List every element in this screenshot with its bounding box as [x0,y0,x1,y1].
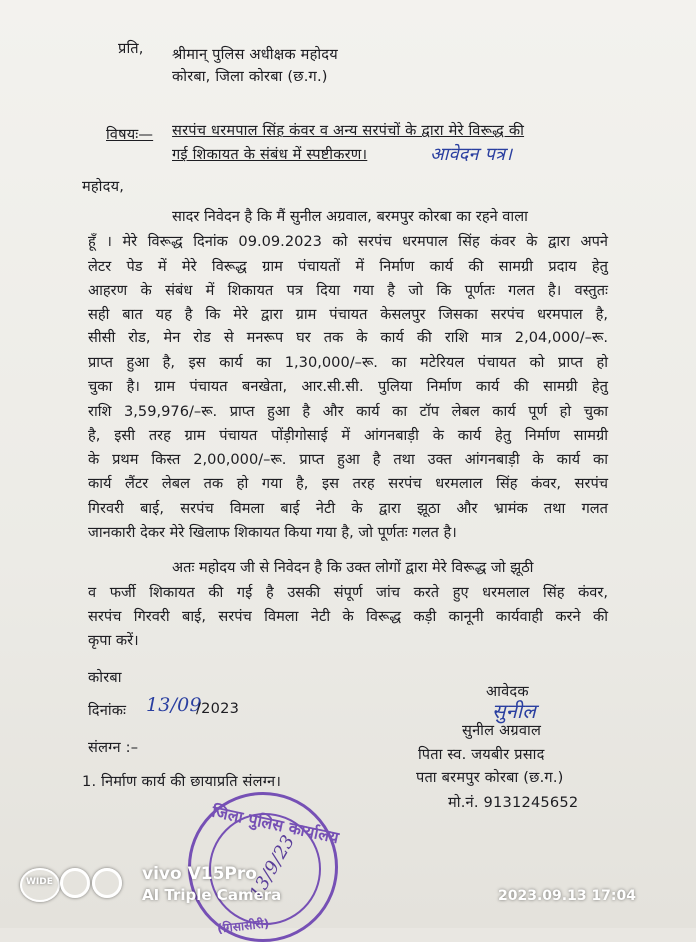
paragraph-1-line: आहरण के संबंध में शिकायत पत्र दिया गया है जो कि पूर्णतः गलत है। वस्तुतः [88,282,608,299]
place: कोरबा [88,669,122,686]
paragraph-1-line: जानकारी देकर मेरे खिलाफ शिकायत किया गया है, जो पूर्णतः गलत है। [88,524,457,541]
handwritten-subject-note: आवेदन पत्र। [430,144,513,165]
applicant-title: आवेदक [486,683,529,700]
subject-line-2: गई शिकायत के संबंध में स्पष्टीकरण। [172,146,368,163]
applicant-name: सुनील अग्रवाल [462,722,542,739]
lens-ring-icon [92,868,122,898]
paragraph-1-line: कार्य लैंटर लेबल तक हो गया है, इस तरह सरपंच धरमलाल सिंह कंवर, सरपंच [88,475,608,492]
paragraph-2-line: कृपा करें। [88,632,139,649]
paragraph-2-line: व फर्जी शिकायत की गई है उसकी संपूर्ण जांच करते हुए धरमलाल सिंह कंवर, [88,584,608,601]
camera-model: vivo V15Pro [142,864,257,884]
paragraph-2-line: अतः महोदय जी से निवेदन है कि उक्त लोगों द्वारा मेरे विरूद्ध जो झूठी [172,559,534,576]
subject-label: विषयः— [106,126,154,143]
paragraph-1-line: गिरवरी बाई, सरपंच विमला बाई नेटी के द्वारा झूठा और भ्रामंक तथा गलत [88,500,608,517]
date-year: /2023 [196,700,240,717]
photo-timestamp: 2023.09.13 17:04 [498,888,637,904]
stamp-text-top: जिला पुलिस कार्यालय [210,801,341,848]
paragraph-1-line: राशि 3,59,976/–रू. प्राप्त हुआ है और कार्य का टॉप लेबल कार्य पूर्ण हो चुका [88,403,608,420]
applicant-father: पिता स्व. जयबीर प्रसाद [418,746,545,763]
salutation: महोदय, [82,178,125,195]
subject-line-1: सरपंच धरमपाल सिंह कंवर व अन्य सरपंचों के द्वारा मेरे विरूद्ध की [172,122,525,139]
paragraph-1-line: के प्रथम किस्त 2,00,000/–रू. प्राप्त हुआ है तथा उक्त आंगनबाड़ी के कार्य का [88,451,608,468]
paragraph-1-line: हूँ । मेरे विरूद्ध दिनांक 09.09.2023 को सरपंच धरमपाल सिंह कंवर के द्वारा अपने [88,233,608,250]
applicant-signature: सुनील [492,699,536,723]
enclosure-label: संलग्न :– [88,739,139,756]
recipient-prefix: प्रति, [118,40,144,57]
applicant-mobile: मो.नं. 9131245652 [448,794,579,811]
paragraph-1-line: है, इसी तरह ग्राम पंचायत पोंड़ीगोसाई में आंगनबाड़ी के कार्य हेतु निर्माण सामग्री [88,427,608,444]
paragraph-1-line: सही बात यह है कि मेरे द्वारा ग्राम पंचायत केसलपुर जिसका सरपंच धरमपाल है, [88,306,608,323]
paragraph-1-line: सादर निवेदन है कि मैं सुनील अग्रवाल, बरमपुर कोरबा का रहने वाला [172,208,528,225]
paragraph-1-line: सीसी रोड, मेन रोड से मनरूप घर तक के कार्य की राशि मात्र 2,04,000/–रू. [88,329,608,346]
paragraph-2-line: सरपंच गिरवरी बाई, सरपंच विमला नेटी के विरूद्ध कड़ी कानूनी कार्यवाही करने की [88,608,608,625]
stamp-handwritten-date: 13/9/23 [245,831,300,904]
recipient-line-1: श्रीमान् पुलिस अधीक्षक महोदय [172,46,338,63]
camera-description: AI Triple Camera [142,886,282,904]
date-handwritten: 13/09 [146,694,202,716]
paragraph-1-line: लेटर पेड में मेरे विरूद्ध ग्राम पंचायतों में निर्माण कार्य की सामग्री प्रदाय हेतु [88,258,608,275]
stamp-text-bottom: (गिसासीरी) [216,916,271,936]
paragraph-1-line: प्राप्त हुआ है, इस कार्य का 1,30,000/–रू. का मटेरियल पंचायत को प्राप्त हो [88,354,608,371]
enclosure-item: 1. निर्माण कार्य की छायाप्रति संलग्न। [82,773,282,790]
recipient-line-2: कोरबा, जिला कोरबा (छ.ग.) [172,68,328,85]
applicant-address: पता बरमपुर कोरबा (छ.ग.) [416,769,564,786]
wide-badge-label: WIDE [26,877,53,887]
lens-ring-icon [60,868,90,898]
date-label: दिनांकः [88,702,127,719]
paragraph-1-line: चुका है। ग्राम पंचायत बनखेता, आर.सी.सी. पुलिया निर्माण कार्य की सामग्री हेतु [88,378,608,395]
